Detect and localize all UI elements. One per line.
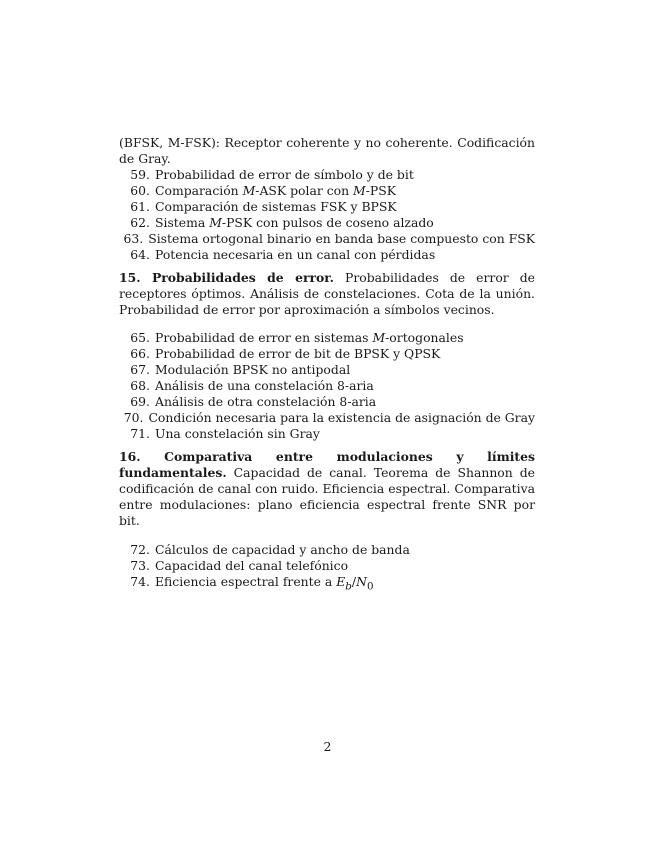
list-item-text: Comparación M-ASK polar con M-PSK xyxy=(155,183,397,198)
list-item-72 xyxy=(119,542,535,558)
list-item-63 xyxy=(119,231,535,247)
section-title: 15. Probabilidades de error. xyxy=(119,270,334,285)
list-item-text: Una constelación sin Gray xyxy=(155,426,320,442)
list-item-number: 60. xyxy=(130,183,150,198)
page-number: 2 xyxy=(323,739,332,754)
list-65-71 xyxy=(119,330,535,442)
list-item-61 xyxy=(119,199,535,215)
list-item-text: Sistema ortogonal binario en banda base compuesto con FSK xyxy=(148,231,535,246)
list-item-text: Capacidad del canal telefónico xyxy=(155,557,349,573)
list-item-66 xyxy=(119,346,535,362)
list-item-text: Eficiencia espectral frente a $E_b/N_0$ xyxy=(155,573,374,593)
list-item-69 xyxy=(119,394,535,410)
section-title: 16. Comparativa entre modulaciones y límites fundamentales. xyxy=(119,449,535,481)
list-item-number: 71. xyxy=(130,426,150,442)
list-item-71 xyxy=(119,426,535,442)
list-item-number: 72. xyxy=(130,541,150,557)
list-item-number: 68. xyxy=(130,378,150,394)
list-item-65 xyxy=(119,330,535,346)
list-item-number: 66. xyxy=(130,346,150,362)
list-item-68 xyxy=(119,378,535,394)
list-item-text: Probabilidad de error de símbolo y de bit xyxy=(155,167,414,182)
list-item-number: 73. xyxy=(130,557,150,573)
section-16 xyxy=(119,449,535,529)
list-item-67 xyxy=(119,362,535,378)
list-item-60 xyxy=(119,183,535,199)
list-item-text: Análisis de una constelación 8-aria xyxy=(155,378,374,394)
list-item-62 xyxy=(119,215,535,231)
list-item-number: 63. xyxy=(123,231,144,246)
document-content xyxy=(119,135,535,594)
list-59-64 xyxy=(119,167,535,263)
list-item-64 xyxy=(119,247,535,263)
list-72-74 xyxy=(119,542,535,594)
list-item-text: Potencia necesaria en un canal con pérdidas xyxy=(155,247,436,262)
list-item-74 xyxy=(119,574,535,594)
list-item-number: 70. xyxy=(123,410,144,426)
list-item-text: Análisis de otra constelación 8-aria xyxy=(155,394,377,410)
list-item-text: Probabilidad de error de bit de BPSK y QPSK xyxy=(155,346,441,362)
section-body: Probabilidades de error de receptores óptimos. Análisis de constelaciones. Cota de la unión. Probabilidad de error por aproximación a símbolos vecinos. xyxy=(119,270,535,317)
list-item-text: Cálculos de capacidad y ancho de banda xyxy=(155,541,410,557)
list-item-number: 67. xyxy=(130,362,150,378)
section-body: Capacidad de canal. Teorema de Shannon de codificación de canal con ruido. Eficiencia espectral. Comparativa entre modulaciones: plano eficiencia espectral frente SNR por bit. xyxy=(119,465,535,529)
opening-paragraph: (BFSK, M-FSK): Receptor coherente y no coherente. Codificación de Gray. xyxy=(119,135,535,166)
list-item-59 xyxy=(119,167,535,183)
list-item-text: Probabilidad de error en sistemas M-ortogonales xyxy=(155,330,464,346)
list-item-number: 74. xyxy=(130,573,150,589)
list-item-73 xyxy=(119,558,535,574)
list-item-text: Condición necesaria para la existencia de asignación de Gray xyxy=(148,410,535,426)
list-item-number: 64. xyxy=(130,247,150,262)
section-15 xyxy=(119,270,535,318)
list-item-70 xyxy=(119,410,535,426)
list-item-text: Comparación de sistemas FSK y BPSK xyxy=(155,199,397,214)
list-item-number: 69. xyxy=(130,394,150,410)
list-item-text: Modulación BPSK no antipodal xyxy=(155,362,351,378)
list-item-text: Sistema M-PSK con pulsos de coseno alzado xyxy=(155,215,434,230)
list-item-number: 59. xyxy=(130,167,150,182)
list-item-number: 65. xyxy=(130,330,150,346)
list-item-number: 61. xyxy=(130,199,150,214)
list-item-number: 62. xyxy=(130,215,150,230)
